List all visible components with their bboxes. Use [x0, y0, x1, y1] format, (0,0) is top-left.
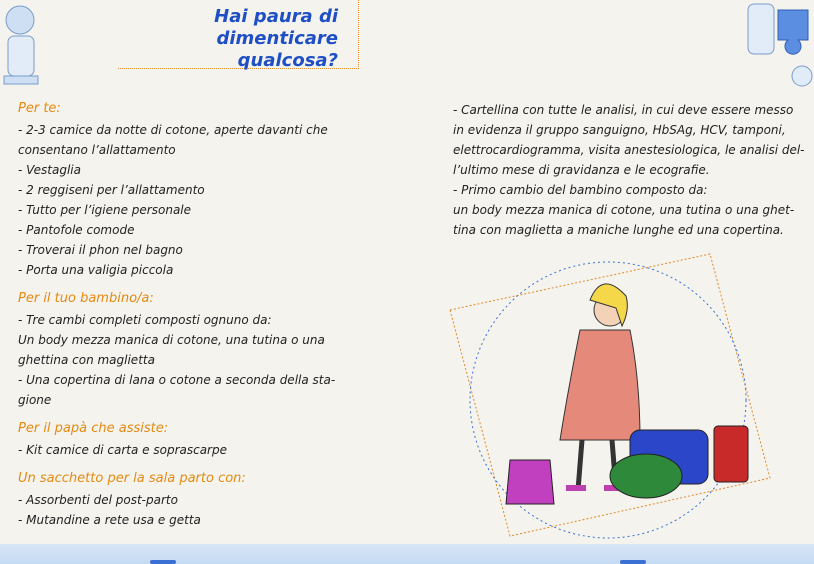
list-item: tina con maglietta a maniche lunghe ed una copertina.	[453, 223, 784, 237]
title-line-2: dimenticare qualcosa?	[216, 28, 338, 71]
list-item: ghettina con maglietta	[18, 353, 155, 367]
bottom-decoration	[150, 560, 176, 564]
left-column	[18, 100, 348, 530]
list-item: - Tutto per l’igiene personale	[18, 203, 192, 217]
list-item: consentano l’allattamento	[18, 143, 176, 157]
bottom-band	[0, 544, 814, 564]
list-item: elettrocardiogramma, visita anestesiologica, le analisi del-	[453, 143, 805, 157]
list-item: - 2 reggiseni per l’allattamento	[18, 183, 205, 197]
list-item: in evidenza il gruppo sanguigno, HbSAg, HCV, tamponi,	[453, 123, 786, 137]
list-item: gione	[18, 393, 52, 407]
section-papa	[18, 420, 348, 460]
bottom-decoration	[620, 560, 646, 564]
list-item: - Assorbenti del post-parto	[18, 493, 178, 507]
list-item: - 2-3 camice da notte di cotone, aperte davanti che	[18, 123, 328, 137]
list-item: - Pantofole comode	[18, 223, 135, 237]
pregnant-woman-luggage-illustration	[440, 250, 780, 540]
section-heading: Per il papà che assiste:	[18, 421, 169, 436]
right-column	[453, 100, 805, 240]
list-item: - Mutandine a rete usa e getta	[18, 513, 201, 527]
section-per-te	[18, 100, 348, 280]
section-heading: Per te:	[18, 101, 61, 116]
list-item: - Una copertina di lana o cotone a seconda della sta-	[18, 373, 336, 387]
corner-decoration-left	[0, 0, 60, 100]
list-item: un body mezza manica di cotone, una tutina o una ghet-	[453, 203, 795, 217]
list-item: - Troverai il phon nel bagno	[18, 243, 183, 257]
title-box	[118, 0, 359, 69]
list-item: - Cartellina con tutte le analisi, in cui deve essere messo	[453, 103, 794, 117]
list-item: - Kit camice di carta e soprascarpe	[18, 443, 227, 457]
page-title	[118, 6, 338, 72]
list-item: - Porta una valigia piccola	[18, 263, 174, 277]
section-heading: Per il tuo bambino/a:	[18, 291, 154, 306]
section-bambino	[18, 290, 348, 410]
list-item: Un body mezza manica di cotone, una tutina o una	[18, 333, 325, 347]
corner-decoration-right	[728, 0, 814, 100]
list-item: - Primo cambio del bambino composto da:	[453, 183, 708, 197]
list-item: - Vestaglia	[18, 163, 81, 177]
list-item: l’ultimo mese di gravidanza e le ecografie.	[453, 163, 710, 177]
section-heading: Un sacchetto per la sala parto con:	[18, 471, 246, 486]
title-line-1: Hai paura di	[214, 6, 338, 27]
list-item: - Tre cambi completi composti ognuno da:	[18, 313, 272, 327]
section-sala-parto	[18, 470, 348, 530]
